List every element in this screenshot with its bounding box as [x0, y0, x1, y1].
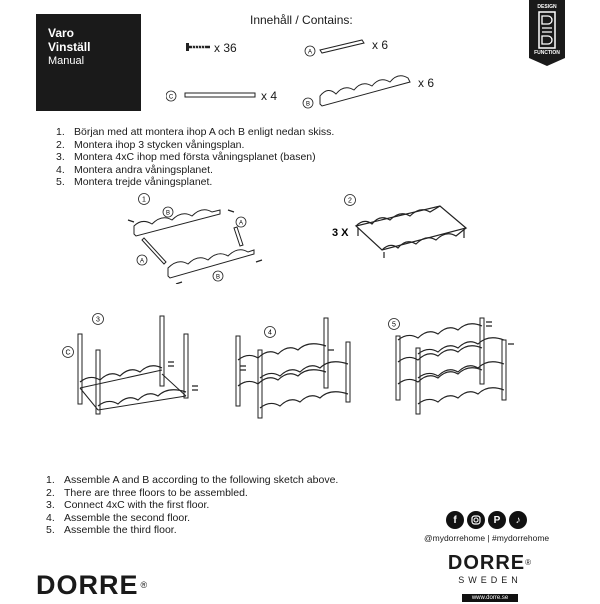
- sweden-text: SWEDEN: [458, 575, 522, 585]
- steps-english: [46, 474, 338, 537]
- part-a-drawing: [304, 38, 366, 58]
- social-handle: @mydorrehome | #mydorrehome: [424, 533, 550, 543]
- step-sv-4: 4. Montera andra våningsplanet.: [56, 163, 213, 176]
- tiktok-icon[interactable]: ♪: [509, 511, 527, 529]
- screw-icon: [186, 42, 210, 52]
- step1-label-b-bottom: B: [215, 274, 221, 281]
- part-a-qty: x 6: [372, 38, 389, 52]
- title-box: [36, 14, 141, 111]
- diagram-step-1: [124, 192, 264, 284]
- step1-number: 1: [142, 196, 146, 204]
- registered-mark-left: ®: [140, 580, 149, 590]
- document-type: Manual: [48, 55, 85, 67]
- step-sv-2: 2. Montera ihop 3 stycken våningsplan.: [56, 138, 245, 151]
- part-a-letter: A: [307, 49, 313, 56]
- step-en-1: 1. Assemble A and B according to the following sketch above.: [46, 474, 339, 486]
- step-en-3: 3. Connect 4xC with the first floor.: [46, 499, 210, 511]
- step4-number: 4: [268, 329, 272, 337]
- step1-label-a-right: A: [238, 220, 244, 227]
- badge-bottom-text: FUNCTION: [534, 50, 560, 56]
- step-sv-5: 5. Montera trejde våningsplanet.: [56, 176, 213, 188]
- screw-qty: x 36: [214, 41, 237, 55]
- diagram-step-4: [228, 314, 358, 424]
- step-en-4: 4. Assemble the second floor.: [46, 511, 191, 524]
- part-b-drawing: [302, 74, 414, 110]
- product-name: Vinställ: [48, 40, 91, 54]
- step3-label-c: C: [65, 349, 71, 357]
- social-icons: [446, 511, 527, 529]
- part-b-letter: B: [305, 101, 311, 108]
- website-link[interactable]: www.dorre.se: [462, 594, 518, 602]
- steps-swedish: [56, 126, 334, 189]
- part-b-qty: x 6: [418, 76, 435, 90]
- instagram-icon[interactable]: [467, 511, 485, 529]
- step3-number: 3: [96, 316, 100, 324]
- dorre-sweden-logo: [445, 552, 535, 604]
- part-c-drawing: [166, 90, 258, 102]
- dorre-logo-left: [36, 569, 148, 601]
- product-brand: Varo: [48, 26, 75, 40]
- part-c-qty: x 4: [261, 89, 278, 103]
- part-c-letter: C: [168, 94, 174, 101]
- badge-top-text: DESIGN: [537, 4, 557, 10]
- pinterest-icon[interactable]: P: [488, 511, 506, 529]
- step-en-2: 2. There are three floors to be assembled.: [46, 486, 248, 499]
- step-en-5: 5. Assemble the third floor.: [46, 524, 177, 536]
- step-sv-3: 3. Montera 4xC ihop med första våningsplanet (basen): [56, 151, 316, 163]
- dorre-logo-right-text: DORRE: [447, 552, 526, 574]
- design-function-badge: [529, 0, 565, 66]
- step-sv-1: 1. Början med att montera ihop A och B enligt nedan skiss.: [56, 126, 335, 138]
- step2-number: 2: [348, 197, 352, 205]
- step2-multiplier: 3 X: [332, 227, 349, 239]
- step1-label-b-top: B: [165, 210, 171, 217]
- step1-label-a-left: A: [139, 258, 145, 265]
- facebook-icon[interactable]: f: [446, 511, 464, 529]
- contains-title: Innehåll / Contains:: [250, 13, 353, 27]
- registered-mark-right: ®: [525, 558, 533, 567]
- screw-part: [186, 42, 210, 52]
- step5-number: 5: [392, 321, 396, 329]
- diagram-step-5: [384, 312, 514, 418]
- diagram-step-2: [330, 192, 480, 264]
- diagram-step-3: [60, 310, 200, 420]
- dorre-logo-left-text: DORRE: [36, 570, 139, 600]
